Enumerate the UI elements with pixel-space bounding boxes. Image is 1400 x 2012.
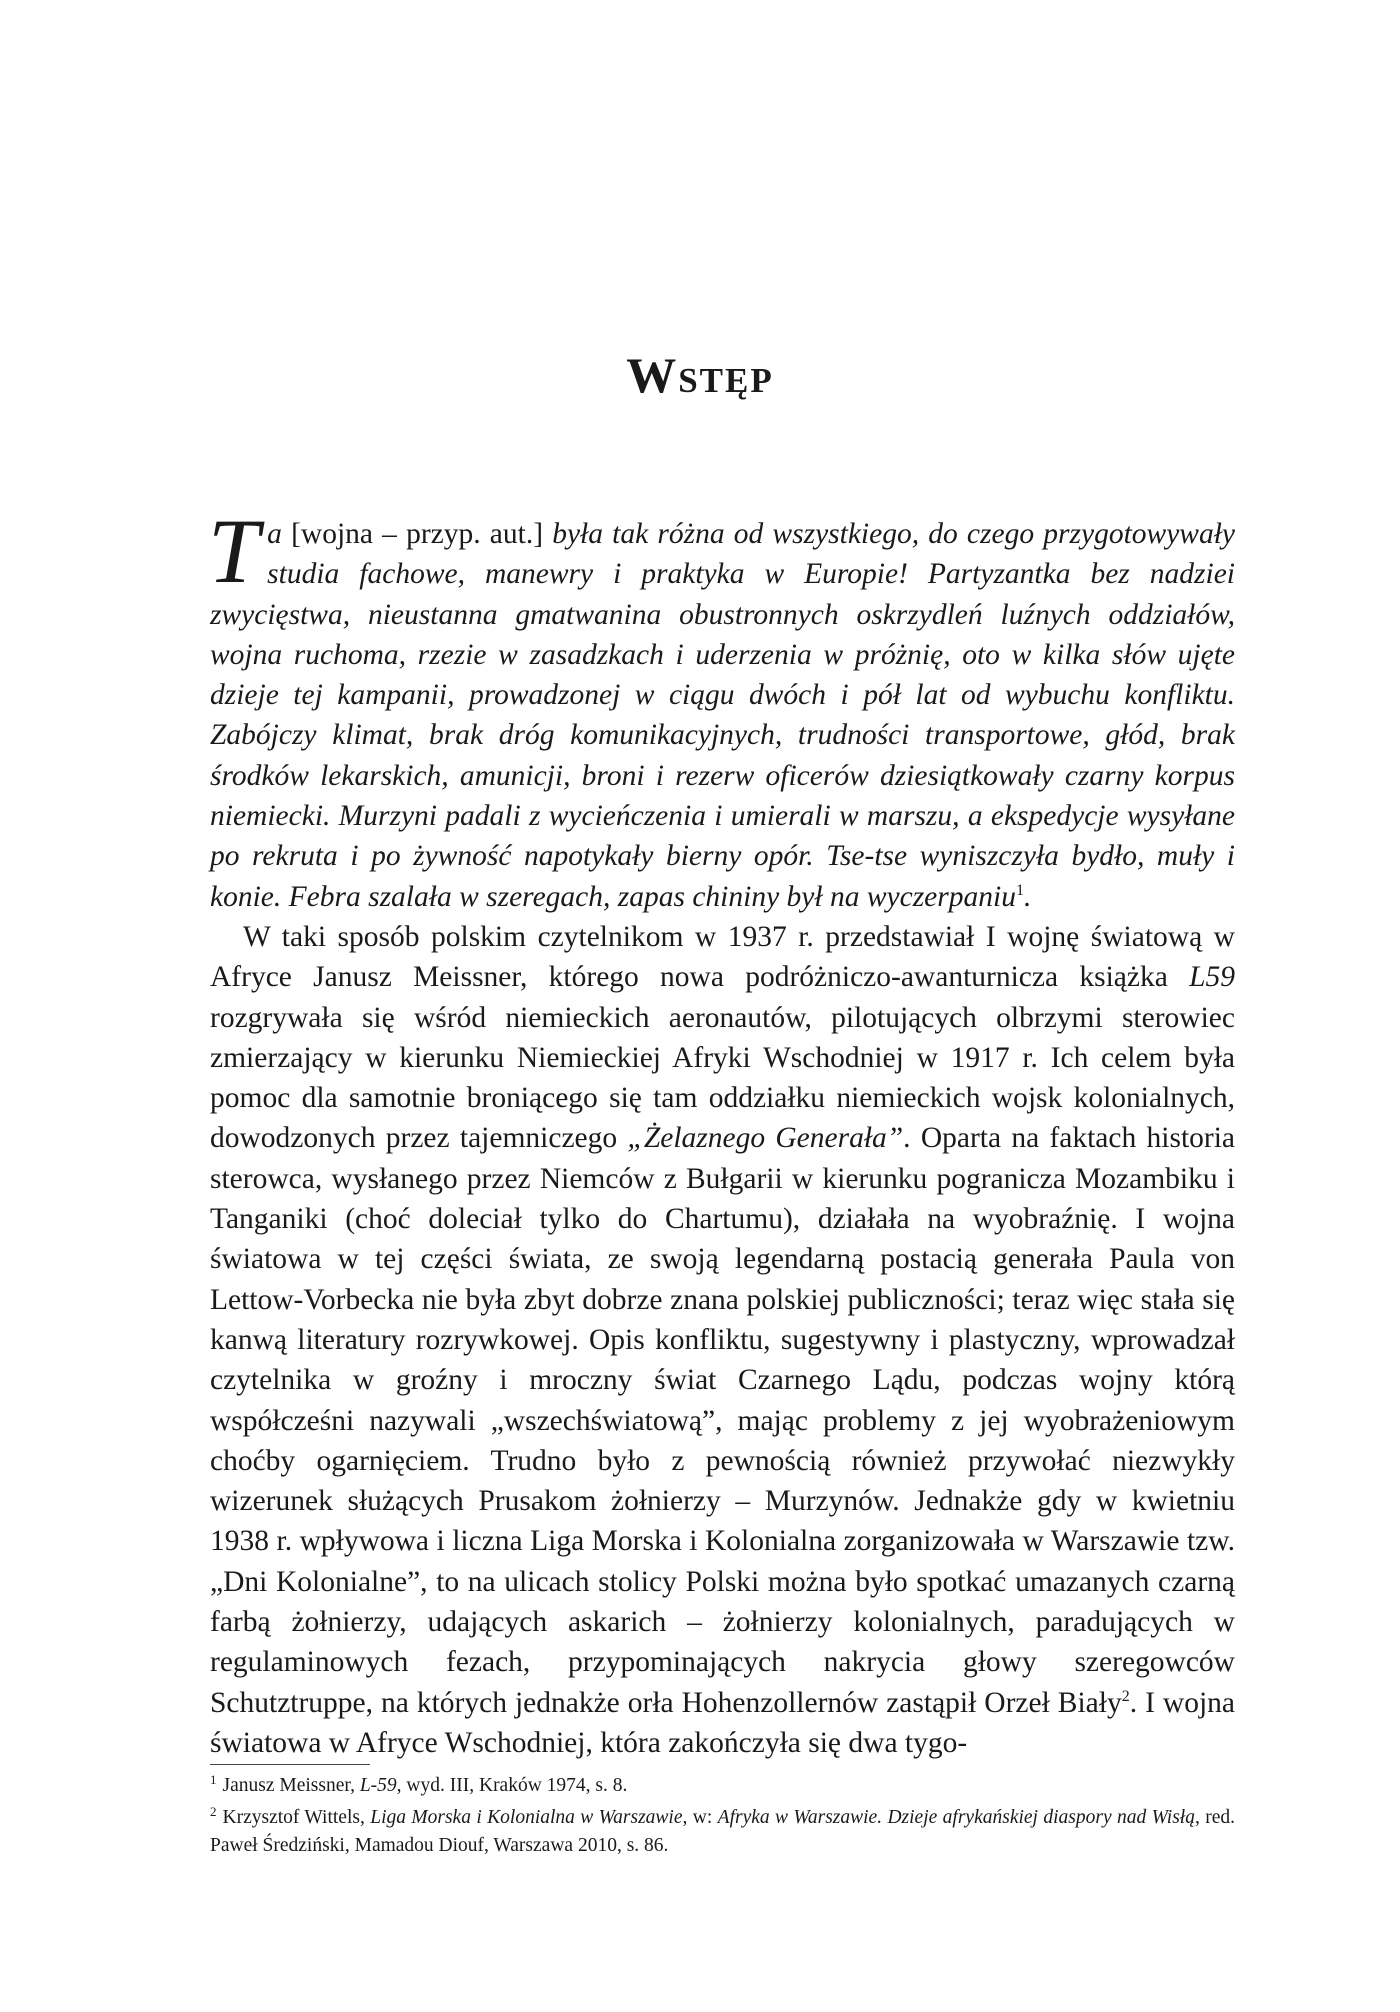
author-insertion: [wojna – przyp. aut.] [291,518,544,550]
footnote-ref-2: 2 [1121,1687,1130,1705]
paragraph-text-3: . Oparta na faktach historia sterowca, wysłanego przez Niemców z Bułgarii w kierunku pogranicza Mozambiku i Tanganiki (choć doleciał tylko do Chartumu), działała na wyobraźnię. I wojna światowa w tej części świata, ze swoją legendarną postacią generała Paula von Lettow-Vorbecka nie była zbyt dobrze znana polskiej publiczności; teraz więc stała się kanwą literatury rozrywkowej. Opis konfliktu, sugestywny i plastyczny, wprowadzał czytelnika w groźny i mroczny świat Czarnego Lądu, podczas wojny którą współcześni nazywali „wszechświatową”, mając problemy z jej wyobrażeniowym choćby ogarnięciem. Trudno było z pewnością również przywołać niezwykły wizerunek służących Prusakom żołnierzy – Murzynów. Jednakże gdy w kwietniu 1938 r. wpływowa i liczna Liga Morska i Kolonialna zorganizowała w Warszawie tzw. „Dni Kolonialne”, to na ulicach stolicy Polski można było spotkać umazanych czarną farbą żołnierzy, udających askarich – żołnierzy kolonialnych, paradujących w regulaminowych fezach, przypominających nakrycia głowy szeregowców Schutztruppe, na których jednakże orła Hohenzollernów zastąpił Orzeł Biały [210,1122,1235,1719]
footnote-1-author: Janusz Meissner, [222,1775,360,1796]
footnote-ref-1: 1 [1015,881,1024,899]
paragraph-text-4: . I wojna światowa w Afryce Wschodniej, która zakończyła się dwa tygo- [210,1686,1235,1759]
footnote-2-book: Afryka w Warszawie. Dzieje afrykańskiej diaspory nad Wisłą [717,1807,1195,1828]
opening-quote [208,500,1235,917]
footnote-1-number: 1 [210,1771,217,1787]
footnote-2-mid: , w: [682,1807,718,1828]
iron-general-name: „Żelaznego Generała” [627,1122,904,1155]
footnote-1-title: L-59 [359,1775,397,1796]
quote-text-start: a [267,518,292,550]
footnote-1-rest: , wyd. III, Kraków 1974, s. 8. [396,1775,628,1796]
footnote-2-author: Krzysztof Wittels, [222,1807,371,1828]
footnote-2-number: 2 [210,1803,217,1819]
book-title-l59: L59 [1189,961,1235,994]
paragraph-text-1: W taki sposób polskim czytelnikom w 1937 r. przedstawiał I wojnę światową w Afryce Janusz Meissner, którego nowa podróżniczo-awanturnicza książka [210,920,1235,994]
footnote-2-title: Liga Morska i Kolonialna w Warszawie [370,1807,683,1828]
main-text [208,500,1235,1763]
footnote-2 [210,1804,1235,1860]
quote-text-body: była tak różna od wszystkiego, do czego przygotowywały studia fachowe, manewry i praktyka w Europie! Partyzantka bez nadziei zwycięstwa, nieustanna gmatwanina obustronnych oskrzydleń luźnych oddziałów, wojna ruchoma, rzezie w zasadzkach i uderzenia w próżnię, oto w kilka słów ujęte dzieje tej kampanii, prowadzonej w ciągu dwóch i pół lat od wybuchu konfliktu. Zabójczy klimat, brak dróg komunikacyjnych, trudności transportowe, głód, brak środków lekarskich, amunicji, broni i rezerw oficerów dziesiątkowały czarny korpus niemiecki. Murzyni padali z wycieńczenia i umierali w marszu, a ekspedycje wysyłane po rekruta i po żywność napotykały bierny opór. Tse-tse wyniszczyła bydło, muły i konie. Febra szalała w szeregach, zapas chininy był na wyczerpaniu [210,518,1235,913]
footnote-2-rest: , red. Paweł Średziński, Mamadou Diouf, Warszawa 2010, s. 86. [210,1807,1236,1856]
footnote-divider [210,1764,370,1765]
paragraph-text-2: rozgrywała się wśród niemieckich aeronautów, pilotujących olbrzymi sterowiec zmierzający w kierunku Niemieckiej Afryki Wschodniej w 1917 r. Ich celem była pomoc dla samotnie broniącego się tam oddziałku niemieckich wojsk kolonialnych, dowodzonych przez tajemniczego [210,1001,1235,1155]
footnote-1 [210,1772,1235,1800]
quote-text-end: . [1023,880,1032,913]
chapter-title: Wstęp [626,347,774,403]
footnotes [210,1772,1235,1864]
body-paragraph [210,917,1235,1763]
drop-cap: T [208,500,260,602]
